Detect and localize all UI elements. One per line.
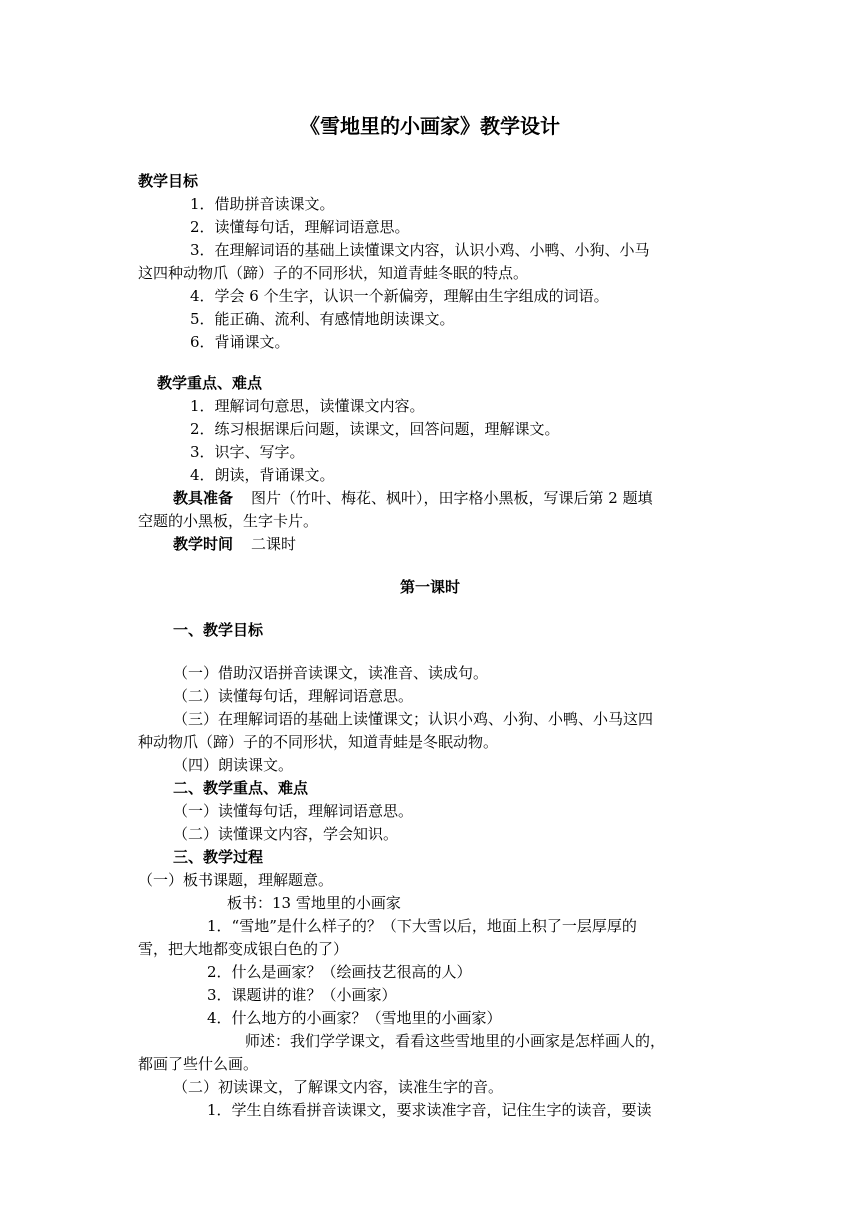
process-line: 4．什么地方的小画家？（雪地里的小画家）	[207, 1009, 502, 1027]
keypoint-item: 3．识字、写字。	[190, 443, 305, 461]
process-line: 2．什么是画家？（绘画技艺很高的人）	[207, 963, 472, 981]
time-text: 二课时	[251, 535, 297, 553]
time-label: 教学时间	[173, 535, 234, 553]
keypoint-item: 2．练习根据课后问题，读课文，回答问题，理解课文。	[190, 420, 560, 438]
process-line-continued: 雪，把大地都变成银白色的了）	[138, 940, 349, 958]
goal-item: 1．借助拼音读课文。	[190, 195, 335, 213]
time-line	[173, 533, 296, 556]
materials-label: 教具准备	[173, 489, 234, 507]
keypoint-item: 1．理解词句意思，读懂课文内容。	[190, 397, 425, 415]
process-line: （二）初读课文，了解课文内容，读准生字的音。	[173, 1078, 504, 1096]
process-line: 1．“雪地”是什么样子的？（下大雪以后，地面上积了一层厚厚的	[207, 917, 637, 935]
materials-text: 图片（竹叶、梅花、枫叶），田字格小黑板，写课后第 2 题填	[251, 489, 653, 507]
materials-continued: 空题的小黑板，生字卡片。	[138, 512, 319, 530]
section2-item: （二）读懂课文内容，学会知识。	[173, 825, 399, 843]
process-line: 1．学生自练看拼音读课文，要求读准字音，记住生字的读音，要读	[207, 1101, 652, 1119]
process-line: 师述：我们学学课文，看看这些雪地里的小画家是怎样画人的，	[245, 1032, 666, 1050]
process-line: 板书：13 雪地里的小画家	[227, 894, 401, 912]
section1-item: （三）在理解词语的基础上读懂课文；认识小鸡、小狗、小鸭、小马这四	[173, 710, 654, 728]
section2-heading: 二、教学重点、难点	[173, 779, 309, 797]
section1-item: （一）借助汉语拼音读课文，读准音、读成句。	[173, 664, 489, 682]
keypoint-item: 4．朗读，背诵课文。	[190, 466, 335, 484]
process-line-continued: 都画了些什么画。	[138, 1055, 259, 1073]
document-title: 《雪地里的小画家》教学设计	[300, 114, 560, 138]
section1-item: （二）读懂每句话，理解词语意思。	[173, 687, 414, 705]
section1-item: （四）朗读课文。	[173, 756, 294, 774]
section1-heading: 一、教学目标	[173, 621, 264, 639]
goal-item: 4．学会 6 个生字，认识一个新偏旁，理解由生字组成的词语。	[190, 287, 609, 305]
section3-heading: 三、教学过程	[173, 848, 264, 866]
section2-item: （一）读懂每句话，理解词语意思。	[173, 802, 414, 820]
lesson1-heading: 第一课时	[399, 578, 460, 596]
goal-item: 3．在理解词语的基础上读懂课文内容，认识小鸡、小鸭、小狗、小马	[190, 241, 650, 259]
goal-item-continued: 这四种动物爪（蹄）子的不同形状，知道青蛙冬眠的特点。	[138, 264, 529, 282]
goal-item: 5．能正确、流利、有感情地朗读课文。	[190, 310, 455, 328]
goal-item: 6．背诵课文。	[190, 333, 290, 351]
keypoints-heading: 教学重点、难点	[157, 374, 263, 392]
process-line: 3．课题讲的谁？（小画家）	[207, 986, 397, 1004]
process-line: （一）板书课题，理解题意。	[138, 871, 334, 889]
goal-item: 2．读懂每句话，理解词语意思。	[190, 218, 410, 236]
materials-line	[173, 487, 653, 510]
section1-item-continued: 种动物爪（蹄）子的不同形状，知道青蛙是冬眠动物。	[138, 733, 499, 751]
goals-heading: 教学目标	[138, 172, 199, 190]
